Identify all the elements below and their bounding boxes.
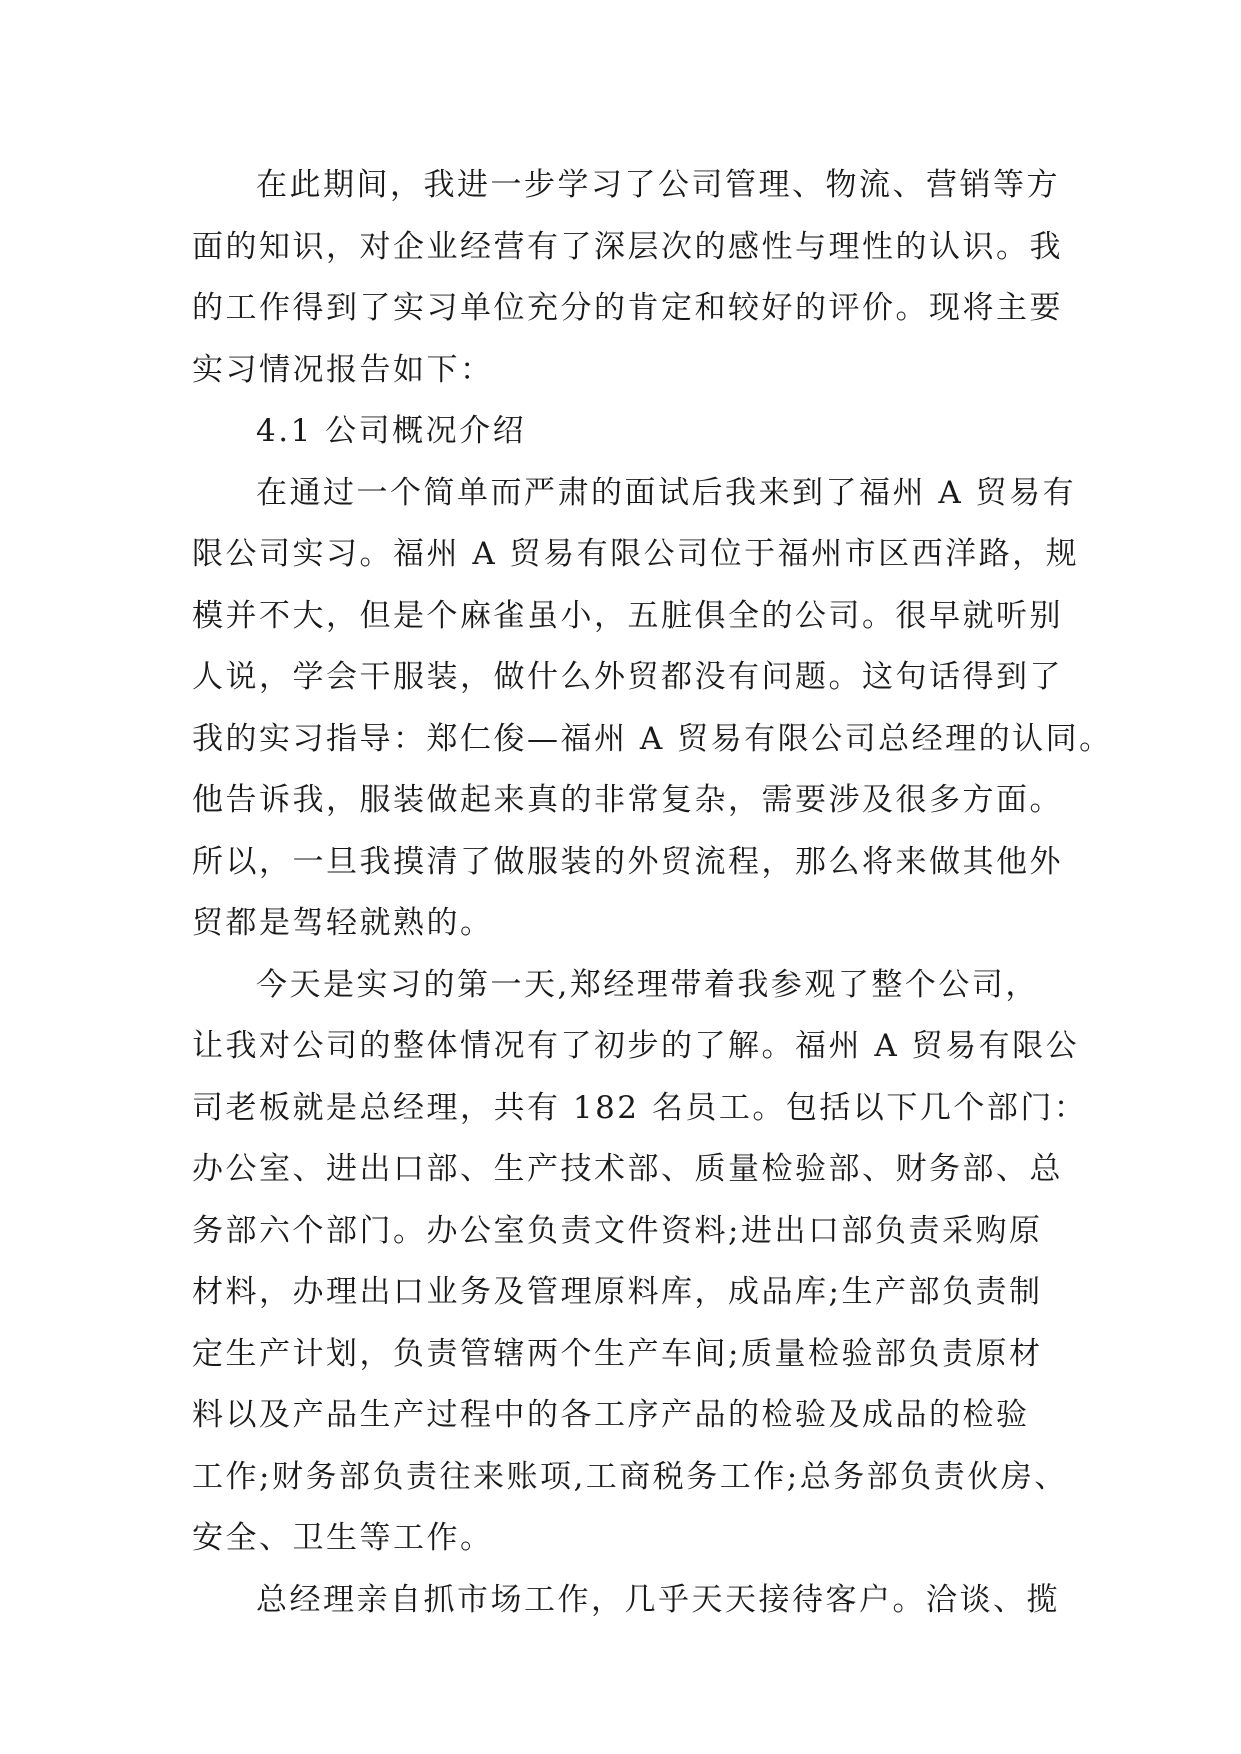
text-line: 务部六个部门。办公室负责文件资料;进出口部负责采购原 <box>192 1212 1043 1249</box>
text-line: 安全、卫生等工作。 <box>192 1520 494 1556</box>
text-line: 今天是实习的第一天,郑经理带着我参观了整个公司， <box>256 966 1039 1003</box>
text-line: 所以，一旦我摸清了做服装的外贸流程，那么将来做其他外 <box>192 843 1063 880</box>
text-line: 实习情况报告如下： <box>192 351 494 388</box>
section-heading: 4.1 公司概况介绍 <box>256 413 527 449</box>
text-line: 让我对公司的整体情况有了初步的了解。福州 A 贸易有限公 <box>192 1028 1080 1064</box>
text-line: 总经理亲自抓市场工作，几乎天天接待客户。洽谈、揽 <box>256 1581 1060 1618</box>
text-line: 我的实习指导：郑仁俊—福州 A 贸易有限公司总经理的认同。 <box>192 720 1113 757</box>
text-line: 在通过一个简单而严肃的面试后我来到了福州 A 贸易有 <box>256 474 1077 511</box>
text-line: 人说，学会干服装，做什么外贸都没有问题。这句话得到了 <box>192 659 1063 695</box>
text-line: 办公室、进出口部、生产技术部、质量检验部、财务部、总 <box>192 1151 1063 1187</box>
text-line: 料以及产品生产过程中的各工序产品的检验及成品的检验 <box>192 1397 1030 1433</box>
text-line: 面的知识，对企业经营有了深层次的感性与理性的认识。我 <box>192 228 1063 265</box>
text-line: 在此期间，我进一步学习了公司管理、物流、营销等方 <box>256 167 1060 203</box>
text-line: 限公司实习。福州 A 贸易有限公司位于福州市区西洋路，规 <box>192 536 1080 572</box>
text-line: 他告诉我，服装做起来真的非常复杂，需要涉及很多方面。 <box>192 782 1063 818</box>
document-body <box>192 155 1113 1631</box>
text-line: 工作;财务部负责往来账项,工商税务工作;总务部负责伙房、 <box>192 1458 1068 1495</box>
text-line: 的工作得到了实习单位充分的肯定和较好的评价。现将主要 <box>192 290 1063 326</box>
text-line: 模并不大，但是个麻雀虽小，五脏俱全的公司。很早就听别 <box>192 597 1063 634</box>
text-line: 司老板就是总经理，共有 182 名员工。包括以下几个部门： <box>192 1089 1088 1126</box>
text-line: 材料，办理出口业务及管理原料库，成品库;生产部负责制 <box>192 1274 1043 1310</box>
text-line: 定生产计划，负责管辖两个生产车间;质量检验部负责原材 <box>192 1335 1043 1372</box>
text-line: 贸都是驾轻就熟的。 <box>192 905 494 941</box>
